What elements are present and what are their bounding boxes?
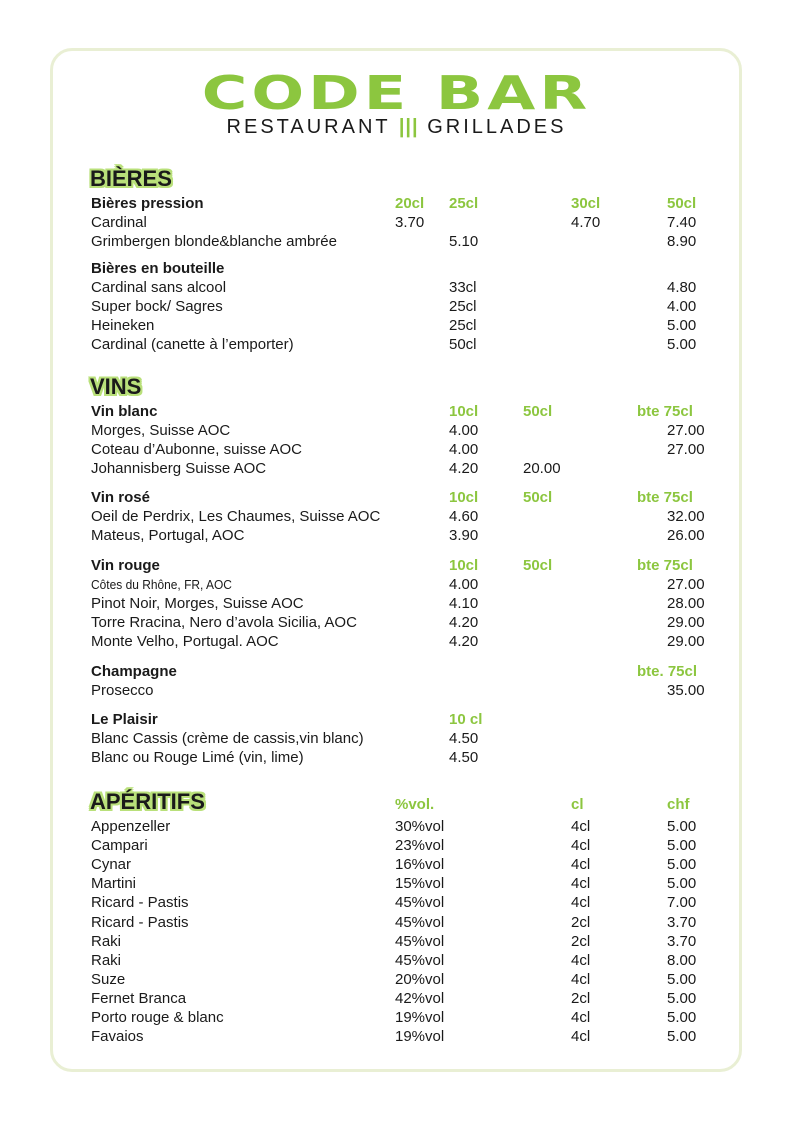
item-price: 4.00 [449,422,479,439]
item-price: 5.00 [667,989,697,1007]
item-name: Martini [91,875,137,893]
item-price: 7.00 [667,894,697,912]
item-cl: 4cl [571,1009,591,1026]
item-name: Coteau d’Aubonne, suisse AOC [91,441,302,458]
item-name: Côtes du Rhône, FR, AOC [91,577,232,592]
bieres-pression-header [0,194,793,213]
item-cl: 2cl [571,932,591,950]
col-header: 30cl [571,195,601,212]
item-vol: 42%vol [395,989,445,1007]
item-vol: 23%vol [395,837,445,855]
menu-row [0,213,793,232]
menu-row [0,913,793,932]
item-name: Prosecco [91,682,154,699]
item-price: 8.00 [667,951,697,969]
item-cl: 4cl [571,970,591,988]
menu-row [0,613,793,632]
logo-title: CODE BAR [201,66,592,120]
menu-row [0,335,793,354]
item-size: 50cl [449,336,477,353]
section-title-bieres: BIÈRES [90,166,172,191]
item-name: Monte Velho, Portugal. AOC [91,633,279,650]
section-title-vins: VINS [90,374,142,399]
item-name: Torre Rracina, Nero d’avola Sicilia, AOC [91,614,357,631]
menu-row [0,817,793,836]
item-price: 3.70 [395,214,425,231]
vin-blanc-header [0,402,793,421]
vin-rose-header [0,488,793,507]
menu-row [0,1008,793,1027]
col-header: cl [571,796,584,813]
item-vol: 30%vol [395,818,445,835]
item-price: 28.00 [667,595,705,612]
item-vol: 20%vol [395,970,445,988]
menu-row [0,748,793,767]
item-cl: 4cl [571,856,591,874]
item-name: Cynar [91,856,132,874]
item-price: 20.00 [523,460,561,477]
item-price: 29.00 [667,614,705,631]
menu-row [0,855,793,874]
item-size: 33cl [449,279,477,296]
menu-row [0,681,793,700]
col-header: chf [667,796,690,813]
item-price: 7.40 [667,214,697,231]
item-name: Cardinal sans alcool [91,279,227,296]
item-name: Mateus, Portugal, AOC [91,527,245,544]
menu-row [0,316,793,335]
col-header: 10cl [449,489,479,506]
item-name: Morges, Suisse AOC [91,422,231,439]
item-price: 5.00 [667,818,697,835]
menu-row [0,970,793,989]
item-size: 25cl [449,317,477,334]
aperitifs-col-headers [0,795,793,814]
item-price: 4.00 [449,576,479,593]
item-size: 25cl [449,298,477,315]
menu-row [0,594,793,613]
item-cl: 4cl [571,951,591,969]
item-cl: 4cl [571,894,591,912]
item-name: Porto rouge & blanc [91,1009,224,1026]
item-name: Heineken [91,317,155,334]
item-price: 35.00 [667,682,705,699]
item-price: 5.00 [667,1028,697,1046]
menu-row [0,874,793,893]
item-cl: 4cl [571,818,591,835]
subsection-label: Champagne [91,663,177,680]
item-price: 8.90 [667,233,697,250]
menu-row [0,932,793,951]
col-header: bte 75cl [637,557,693,574]
item-price: 4.00 [667,298,697,315]
menu-row [0,421,793,440]
item-name: Cardinal [91,214,147,231]
item-price: 4.50 [449,749,479,766]
menu-row [0,507,793,526]
item-name: Raki [91,951,122,969]
item-price: 5.00 [667,875,697,893]
col-header: bte 75cl [637,489,693,506]
item-name: Cardinal (canette à l’emporter) [91,336,294,353]
item-name: Appenzeller [91,818,171,835]
subsection-label: Vin rouge [91,557,160,574]
item-price: 27.00 [667,422,705,439]
subsection-label: Le Plaisir [91,711,158,728]
item-price: 3.70 [667,932,697,950]
menu-row [0,1027,793,1046]
item-vol: 45%vol [395,932,445,950]
col-header: 50cl [523,403,553,420]
col-header: %vol. [395,796,435,813]
item-vol: 15%vol [395,875,445,893]
item-vol: 19%vol [395,1009,445,1026]
item-vol: 45%vol [395,951,445,969]
item-price: 26.00 [667,527,705,544]
col-header: bte. 75cl [637,663,698,680]
item-price: 4.20 [449,614,479,631]
item-name: Raki [91,932,122,950]
menu-row [0,729,793,748]
item-name: Super bock/ Sagres [91,298,223,315]
item-name: Suze [91,970,126,988]
champagne-header [0,662,793,681]
item-name: Johannisberg Suisse AOC [91,460,267,477]
item-cl: 4cl [571,875,591,893]
menu-row [0,232,793,251]
menu-row [0,278,793,297]
menu-row [0,951,793,970]
item-price: 5.00 [667,1009,697,1026]
item-name: Grimbergen blonde&blanche ambrée [91,233,337,250]
subsection-label: Vin rosé [91,489,150,506]
menu-row [0,836,793,855]
section-title-aperitifs: APÉRITIFS [90,789,205,814]
item-price: 5.00 [667,970,697,988]
subsection-label: Vin blanc [91,403,158,420]
item-vol: 45%vol [395,913,445,931]
item-price: 32.00 [667,508,705,525]
item-price: 3.90 [449,527,479,544]
item-price: 27.00 [667,576,705,593]
item-price: 5.10 [449,233,479,250]
subsection-label: Bières pression [91,195,204,212]
item-name: Blanc ou Rouge Limé (vin, lime) [91,749,304,766]
col-header: 20cl [395,195,425,212]
item-name: Ricard - Pastis [91,913,189,931]
col-header: 50cl [523,557,553,574]
item-name: Fernet Branca [91,989,187,1007]
item-price: 4.20 [449,460,479,477]
plaisir-header [0,710,793,729]
menu-row [0,297,793,316]
item-price: 3.70 [667,913,697,931]
item-price: 4.00 [449,441,479,458]
item-vol: 19%vol [395,1028,445,1046]
subsection-label: Bières en bouteille [91,260,225,277]
menu-row [0,632,793,651]
menu-row [0,989,793,1008]
col-header: 25cl [449,195,479,212]
item-price: 27.00 [667,441,705,458]
item-cl: 2cl [571,913,591,931]
tagline [0,116,793,138]
item-vol: 16%vol [395,856,445,874]
menu-row [0,459,793,478]
item-name: Pinot Noir, Morges, Suisse AOC [91,595,304,612]
item-name: Campari [91,837,148,855]
item-cl: 2cl [571,989,591,1007]
item-name: Ricard - Pastis [91,894,189,912]
menu-row [0,575,793,594]
item-price: 4.50 [449,730,479,747]
item-price: 4.80 [667,279,697,296]
col-header: 10cl [449,403,479,420]
item-name: Oeil de Perdrix, Les Chaumes, Suisse AOC [91,508,381,525]
tagline-separator: ||| [398,116,419,138]
item-price: 4.20 [449,633,479,650]
item-cl: 4cl [571,1028,591,1046]
item-price: 5.00 [667,837,697,855]
item-price: 5.00 [667,317,697,334]
menu-row [0,440,793,459]
col-header: 50cl [667,195,697,212]
col-header: 10cl [449,557,479,574]
item-price: 4.10 [449,595,479,612]
item-price: 5.00 [667,856,697,874]
item-price: 29.00 [667,633,705,650]
item-cl: 4cl [571,837,591,855]
item-price: 5.00 [667,336,697,353]
tagline-grillades: GRILLADES [427,116,567,138]
bieres-bouteille-header [0,259,793,278]
menu-row [0,893,793,912]
tagline-restaurant: RESTAURANT [226,116,391,138]
item-price: 4.70 [571,214,601,231]
item-price: 4.60 [449,508,479,525]
item-name: Favaios [91,1028,144,1046]
col-header: 50cl [523,489,553,506]
item-name: Blanc Cassis (crème de cassis,vin blanc) [91,730,364,747]
col-header: 10 cl [449,711,483,728]
menu-row [0,526,793,545]
vin-rouge-header [0,556,793,575]
col-header: bte 75cl [637,403,693,420]
item-vol: 45%vol [395,894,445,912]
